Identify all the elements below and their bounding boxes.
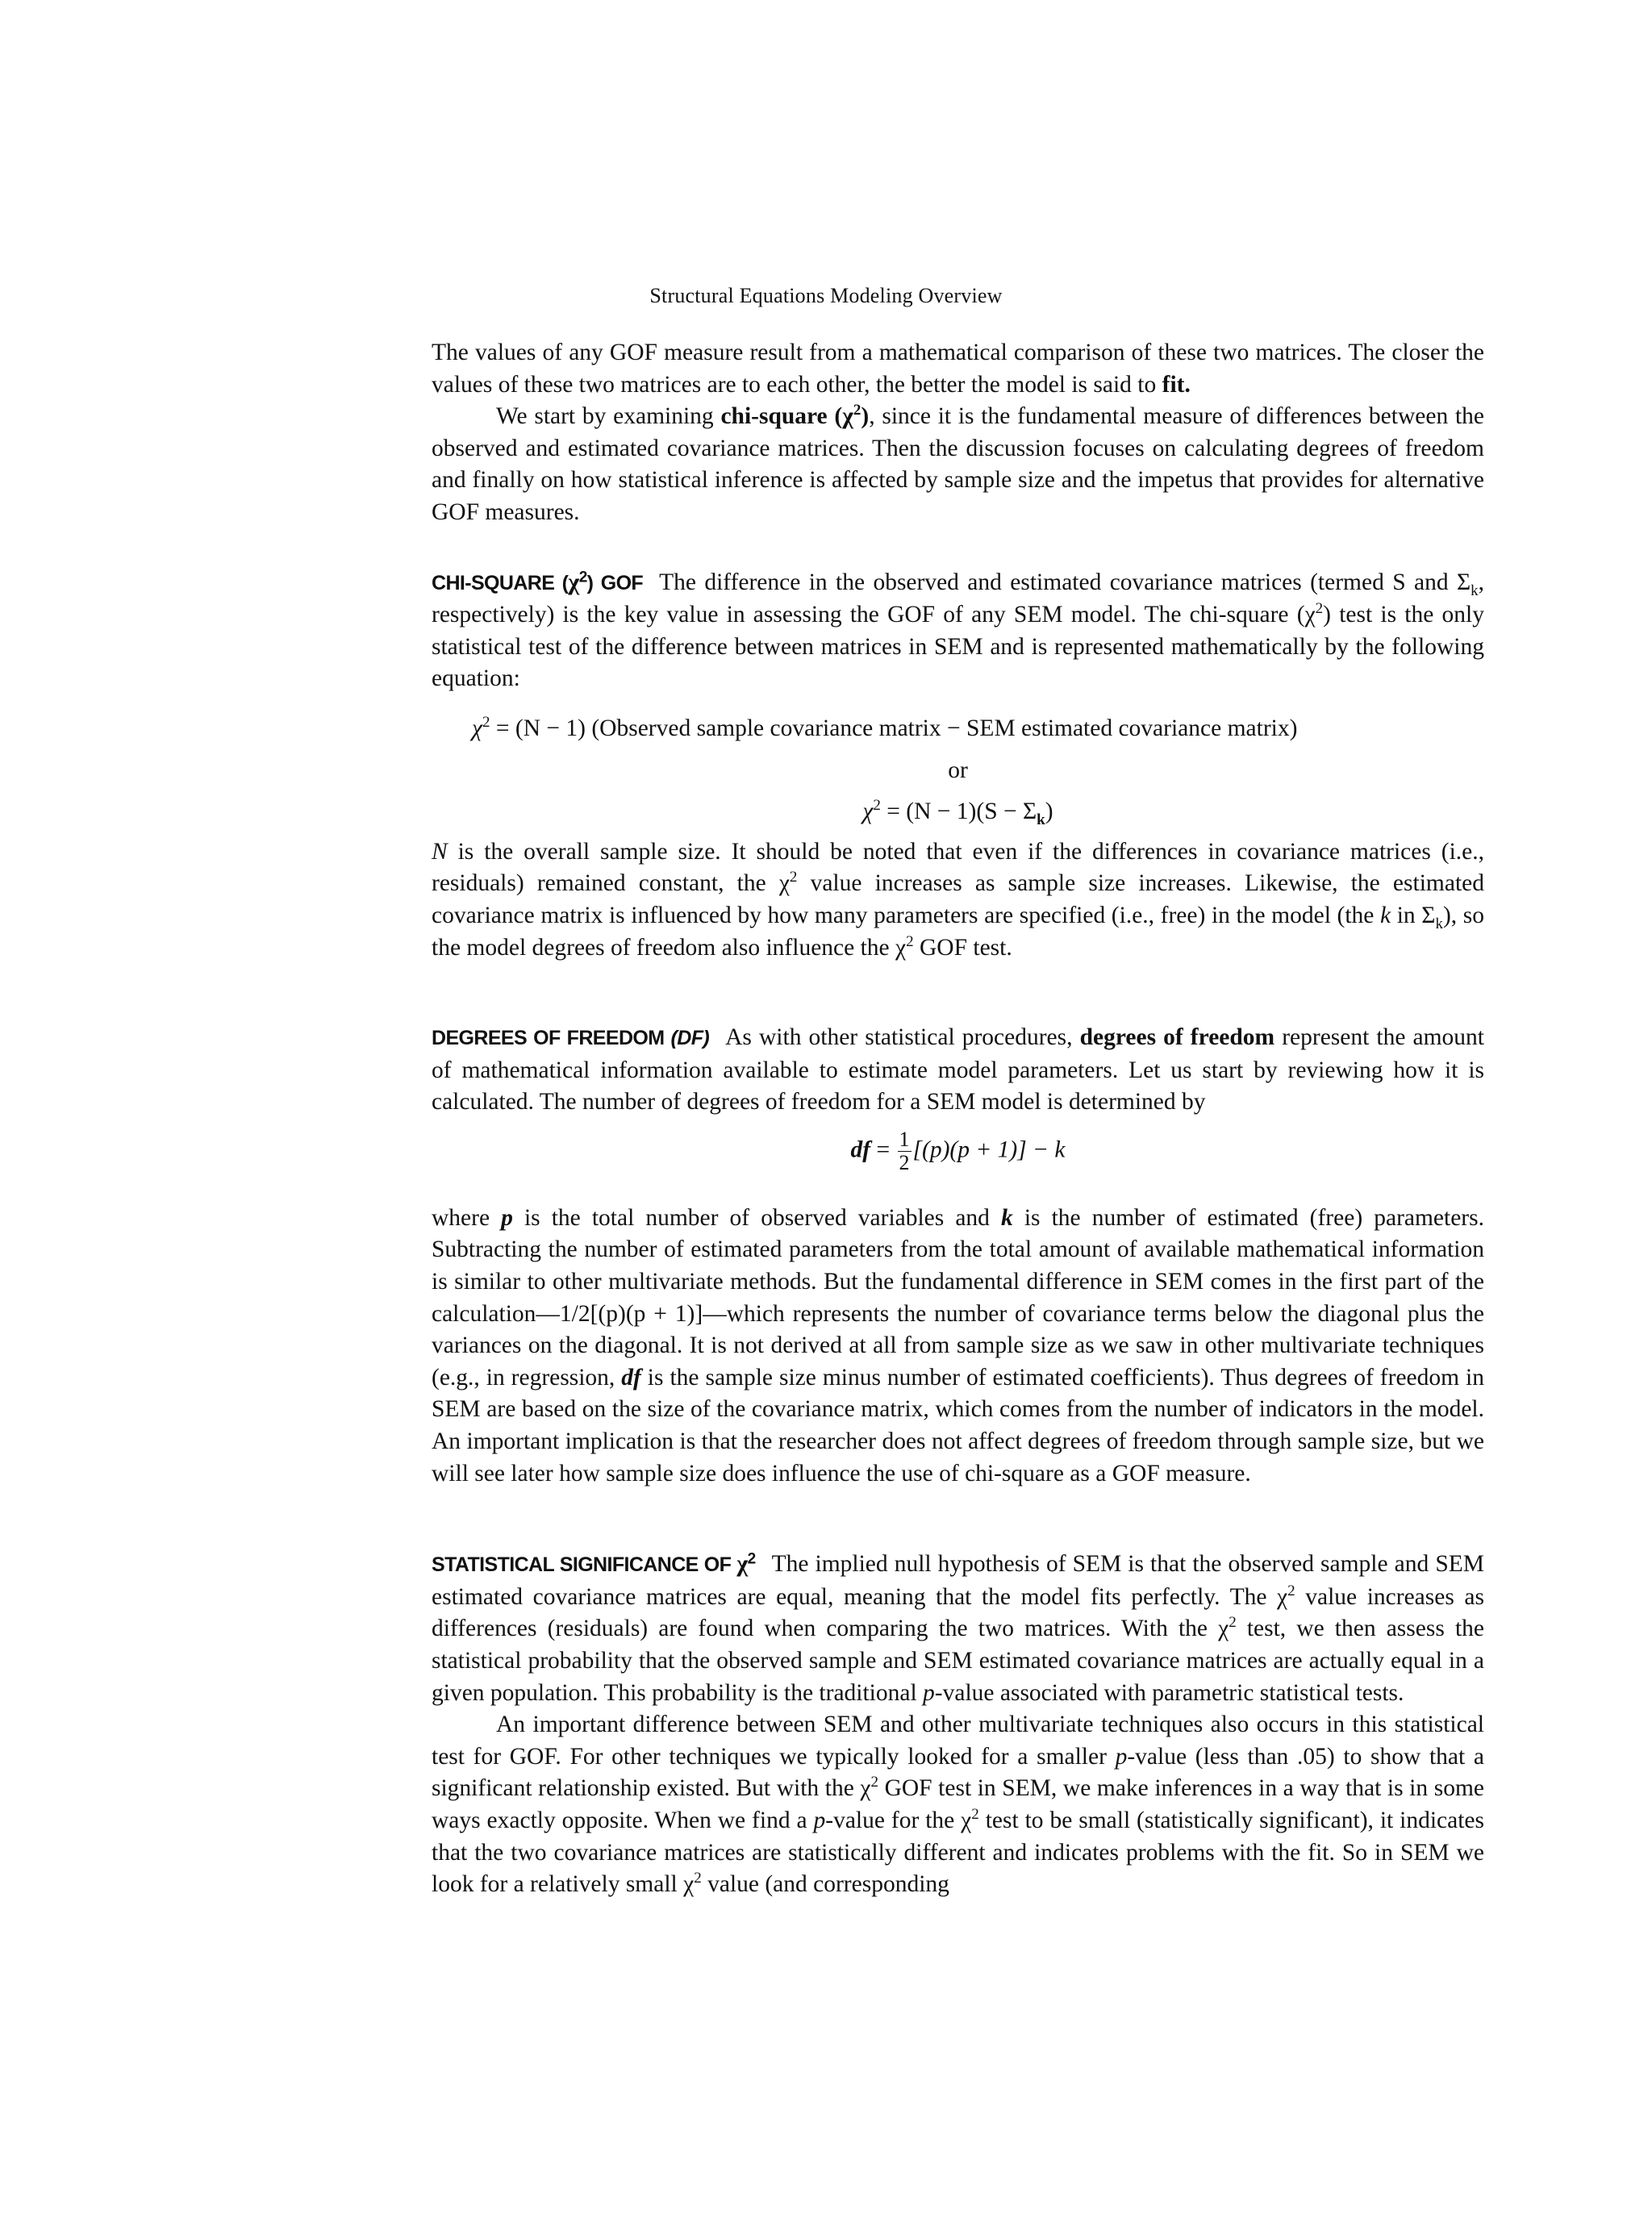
intro-text: The values of any GOF measure result from a mathematical comparison of these two matrices. The closer the values of these two matrices are to each other, the better the model is said to — [432, 340, 1484, 398]
chi-square-paragraph-1: CHI-SQUARE $(\chi^2)$ GOF The difference in the observed and estimated covariance matrices (termed S and $\Sigma_k$, respectively) is the key value in assessing the GOF of any SEM model. The chi-square $(\chi^2)$ test is the only statistical test of the difference between matrices in SEM and is represented mathematically by the following equation: — [432, 568, 1485, 692]
intro-text: , since it is the fundamental measure of differences between the observed and estimated covariance matrices. Then the discussion focuses on calculating degrees of freedom and finally on how statistical inference is affected by sample size and the impetus that provides for alternative GOF measures. — [432, 403, 1485, 525]
section-heading-degrees-of-freedom: DEGREES OF FREEDOM (DF) — [432, 1027, 710, 1050]
section-heading-chi-square: CHI-SQUARE $(\chi^2)$ GOF — [432, 568, 644, 595]
degrees-of-freedom-term: degrees of freedom — [1079, 1024, 1275, 1051]
equation-or: or — [948, 757, 968, 783]
running-head: Structural Equations Modeling Overview — [649, 284, 1003, 307]
fit-term: fit. — [1162, 371, 1191, 398]
section-heading-statistical-significance: STATISTICAL SIGNIFICANCE OF $\chi^2$ — [432, 1550, 756, 1578]
significance-paragraph-2: An important difference between SEM and other multivariate techniques also occurs in this statistical test for GOF. For other techniques we typically looked for a smaller p-value (less than .05) to show that a significant relationship existed. But with the $\chi^2$ GOF test in SEM, we make inferences in a way that is in some ways exactly opposite. When we find a p-value for the $\chi^2$ test to be small (statistically significant), it indicates that the two covariance matrices are statistically different and indicates problems with the fit. So in SEM we look for a relatively small $\chi^2$ value (and corresponding — [432, 1712, 1484, 1898]
equation-chi-square-expanded: $\chi^2 = (N - 1)$ (Observed sample covariance matrix − SEM estimated covariance matrix) — [472, 714, 1298, 741]
chi-square-term: chi-square $(\chi^2)$ — [720, 402, 870, 430]
intro-paragraph-1 — [432, 337, 1484, 401]
intro-text: We start by examining — [496, 403, 721, 430]
equation-degrees-of-freedom: df = $\frac{1}{2}$ [(p)(p + 1)] − k — [850, 1127, 1066, 1174]
equation-chi-square-compact: $\chi^2 = (N - 1)(S - \Sigma_k)$ — [862, 797, 1053, 829]
significance-paragraph-1: STATISTICAL SIGNIFICANCE OF $\chi^2$ The implied null hypothesis of SEM is that the observed sample and SEM estimated covariance matrices are equal, meaning that the model fits perfectly. The $\chi^2$ value increases as differences (residuals) are found when comparing the two matrices. With the $\chi^2$ test, we then assess the statistical probability that the observed sample and SEM estimated covariance matrices are actually equal in a given population. This probability is the traditional p-value associated with parametric statistical tests. — [432, 1550, 1484, 1706]
degrees-of-freedom-paragraph-2: where p is the total number of observed variables and k is the number of estimated (free) parameters. Subtracting the number of estimated parameters from the total amount of available mathematical information is similar to other multivariate methods. But the fundamental difference in SEM comes in the first part of the calculation—1/2[(p)(p + 1)]—which represents the number of covariance terms below the diagonal plus the variances on the diagonal. It is not derived at all from sample size as we saw in other multivariate techniques (e.g., in regression, df is the sample size minus number of estimated coefficients). Thus degrees of freedom in SEM are based on the size of the covariance matrix, which comes from the number of indicators in the model. An important implication is that the researcher does not affect degrees of freedom through sample size, but we will see later how sample size does influence the use of chi-square as a GOF measure. — [432, 1204, 1484, 1487]
chi-square-paragraph-2: N is the overall sample size. It should be noted that even if the differences in covariance matrices (i.e., residuals) remained constant, the $\chi^2$ value increases as sample size increases. Likewise, the estimated covariance matrix is influenced by how many parameters are specified (i.e., free) in the model (the k in $\Sigma_k$), so the model degrees of freedom also influence the $\chi^2$ GOF test. — [432, 838, 1484, 961]
degrees-of-freedom-paragraph-1: DEGREES OF FREEDOM (DF) As with other statistical procedures, degrees of freedom represent the amount of mathematical information available to estimate model parameters. Let us start by reviewing how it is calculated. The number of degrees of freedom for a SEM model is determined by — [432, 1024, 1485, 1115]
intro-paragraph-2 — [432, 401, 1484, 528]
body-text — [432, 337, 1484, 1901]
fraction-one-half: $\frac{1}{2}$ — [899, 1127, 910, 1174]
